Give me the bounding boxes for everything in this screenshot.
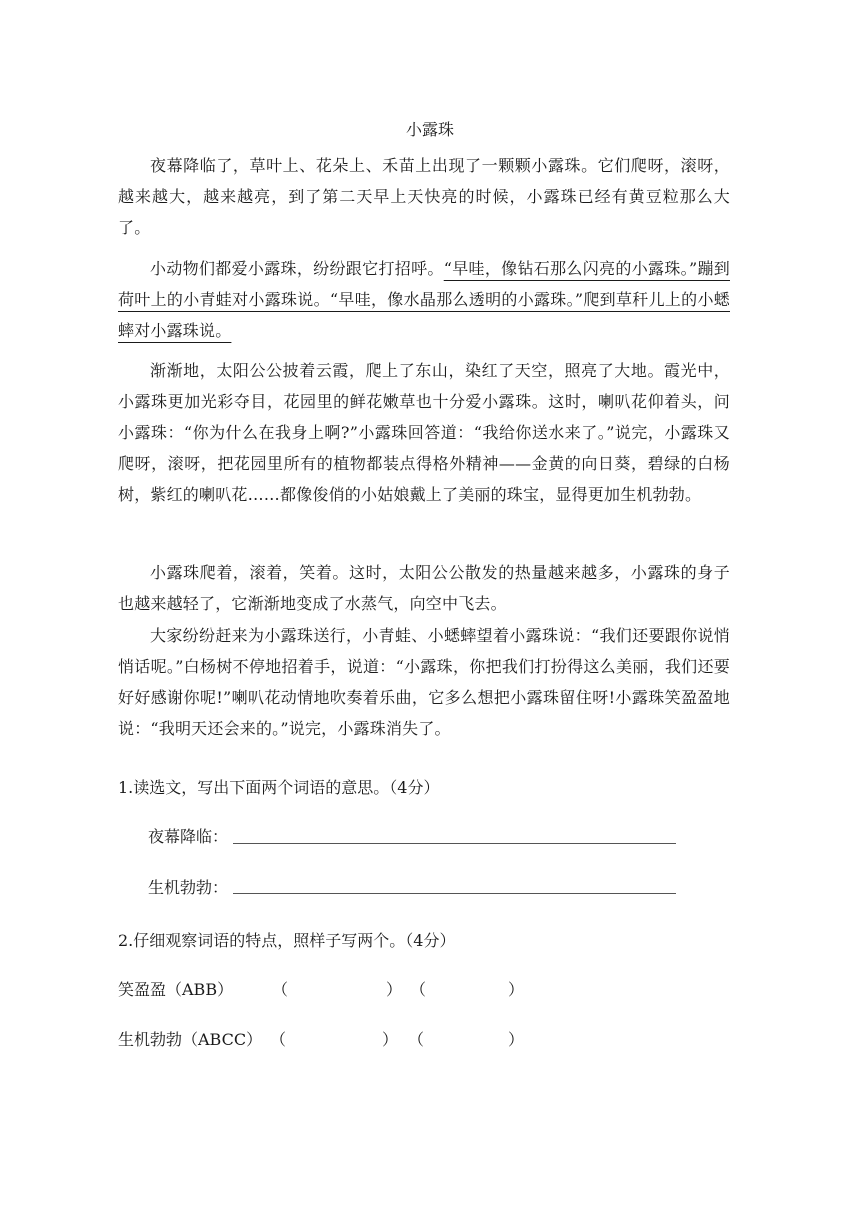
pattern-label-abb: 笑盈盈（ABB） — [118, 980, 234, 999]
answer-blank-4-open[interactable]: （ — [408, 1030, 425, 1049]
term-label-1: 夜幕降临： — [148, 827, 229, 846]
paragraph-1: 夜幕降临了，草叶上、花朵上、禾苗上出现了一颗颗小露珠。它们爬呀，滚呀，越来越大，越来越亮，到了第二天早上天快亮的时候，小露珠已经有黄豆粒那么大了。 — [118, 156, 730, 237]
question-1: 1.读选文，写出下面两个词语的意思。（4分） — [118, 778, 440, 797]
answer-line-1[interactable] — [233, 843, 676, 844]
pattern-label-abcc: 生机勃勃（ABCC） — [118, 1030, 263, 1049]
paragraph-5: 大家纷纷赶来为小露珠送行，小青蛙、小蟋蟀望着小露珠说：“我们还要跟你说悄悄话呢。”白杨树不停地招着手，说道：“小露珠，你把我们打扮得这么美丽，我们还要好好感谢你呢!”喇叭花动情地吹奏着乐曲，它多么想把小露珠留住呀!小露珠笑盈盈地说：“我明天还会来的。”说完，小露珠消失了。 — [118, 626, 730, 738]
paragraph-2-intro: 小动物们都爱小露珠，纷纷跟它打招呼。 — [150, 259, 444, 278]
answer-blank-3-close: ） — [382, 1030, 399, 1049]
question-2: 2.仔细观察词语的特点，照样子写两个。（4分） — [118, 931, 456, 950]
paragraph-3: 渐渐地，太阳公公披着云霞，爬上了东山，染红了天空，照亮了大地。霞光中，小露珠更加光彩夺目，花园里的鲜花嫩草也十分爱小露珠。这时，喇叭花仰着头，问小露珠：“你为什么在我身上啊?”小露珠回答道：“我给你送水来了。”说完，小露珠又爬呀，滚呀，把花园里所有的植物都装点得格外精神——金黄的向日葵，碧绿的白杨树，紫红的喇叭花……都像俊俏的小姑娘戴上了美丽的珠宝，显得更加生机勃勃。 — [118, 361, 730, 504]
answer-blank-3-open[interactable]: （ — [270, 1030, 287, 1049]
term-label-2: 生机勃勃： — [148, 878, 229, 897]
answer-blank-1-open[interactable]: （ — [272, 980, 289, 999]
paragraph-4: 小露珠爬着，滚着，笑着。这时，太阳公公散发的热量越来越多，小露珠的身子也越来越轻了，它渐渐地变成了水蒸气，向空中飞去。 — [118, 563, 730, 613]
answer-blank-2-close: ） — [508, 980, 525, 999]
answer-blank-2-open[interactable]: （ — [410, 980, 427, 999]
answer-line-2[interactable] — [233, 893, 676, 894]
answer-blank-4-close: ） — [508, 1030, 525, 1049]
answer-blank-1-close: ） — [386, 980, 403, 999]
paragraph-2 — [118, 253, 730, 346]
passage-title: 小露珠 — [405, 120, 454, 139]
underlined-sentences: “早哇，像钻石那么闪亮的小露珠。”蹦到荷叶上的小青蛙对小露珠说。“早哇，像水晶那么透明的小露珠。”爬到草秆儿上的小蟋蟀对小露珠说。 — [118, 259, 730, 340]
